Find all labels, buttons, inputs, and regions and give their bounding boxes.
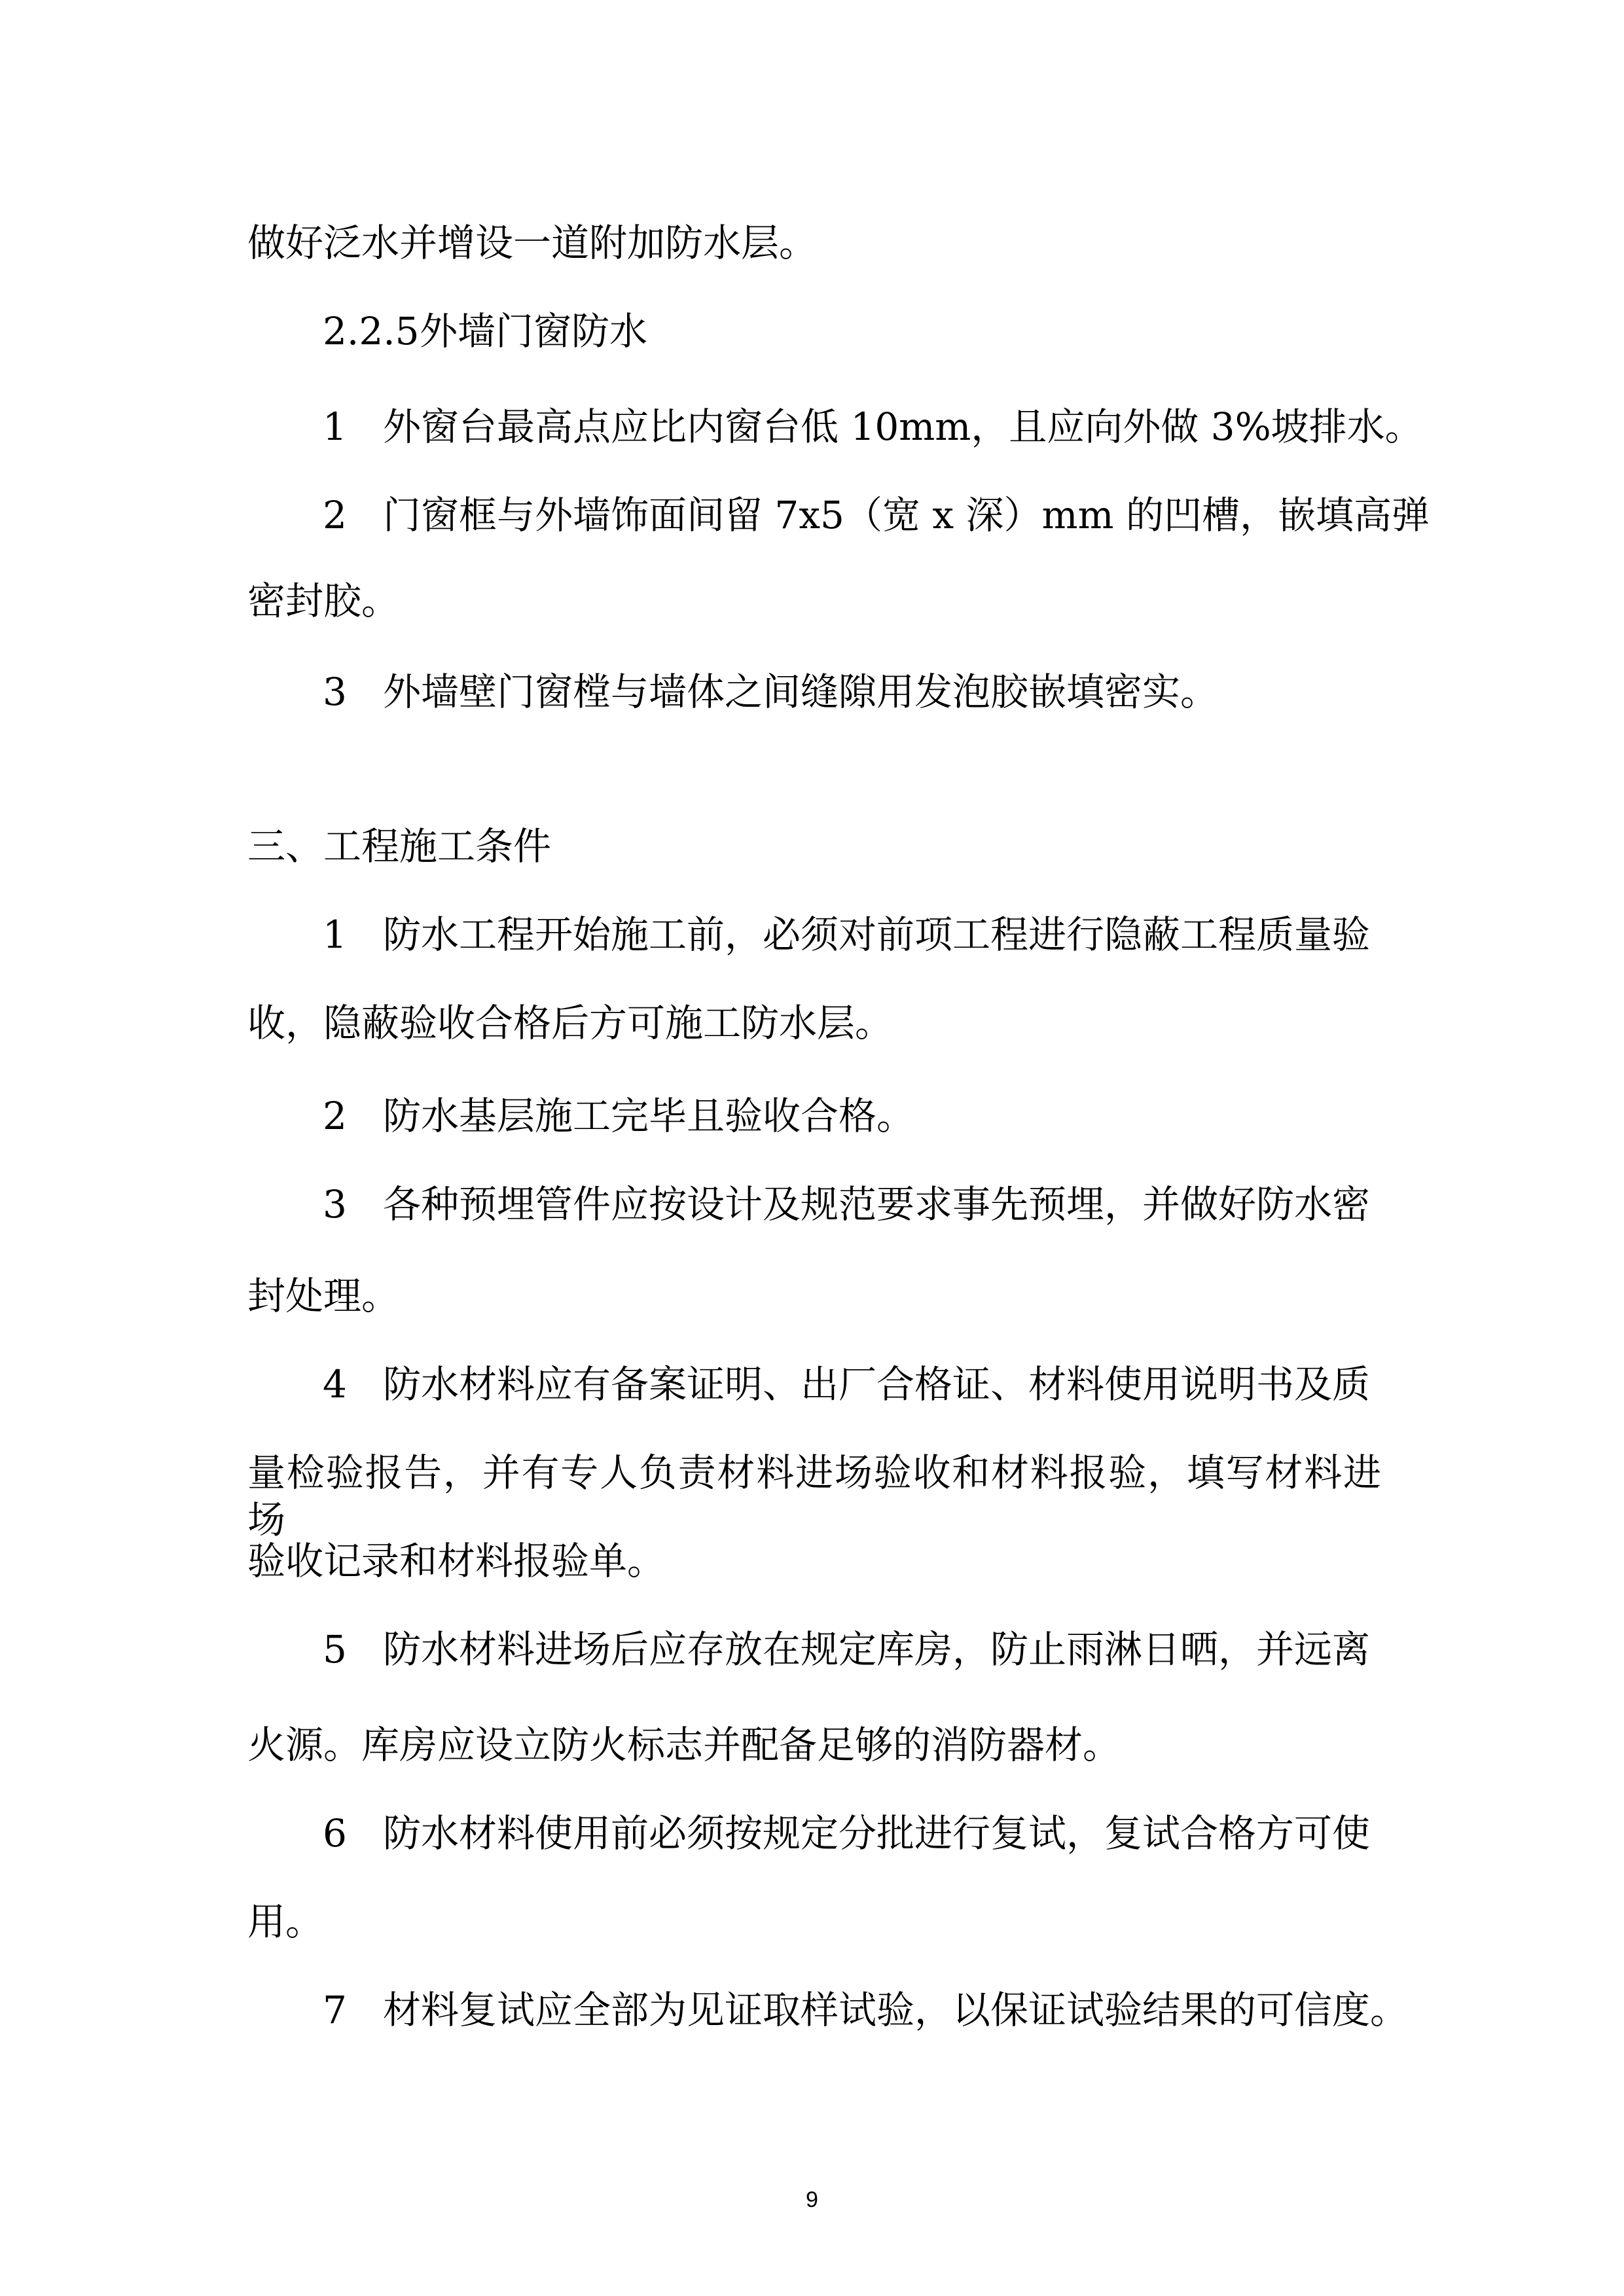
item-number: 3 [323,1182,347,1227]
list-item [323,492,1430,539]
list-item [323,1092,1381,1139]
paragraph-line: 收，隐蔽验收合格后方可施工防水层。 [247,1001,893,1045]
paragraph-line: 火源。库房应设立防火标志并配备足够的消防器材。 [247,1723,1121,1767]
list-item [323,1986,1409,2034]
item-number: 1 [323,404,347,449]
paragraph-line: 做好泛水并增设一道附加防水层。 [247,221,818,265]
item-number: 1 [323,912,347,957]
page-number: 9 [806,2187,818,2212]
item-number: 6 [323,1811,347,1856]
item-number: 2 [323,493,347,537]
item-number: 4 [323,1362,347,1407]
item-text: 防水材料使用前必须按规定分批进行复试，复试合格方可使 [383,1811,1371,1856]
list-item [323,911,1381,958]
list-item [323,403,1423,450]
paragraph-line: 量检验报告，并有专人负责材料进场验收和材料报验，填写材料进场 [247,1450,1381,1542]
item-number: 5 [323,1627,347,1672]
chapter-heading: 三、工程施工条件 [247,824,552,869]
item-text: 防水工程开始施工前，必须对前项工程进行隐蔽工程质量验 [383,912,1371,957]
item-text: 材料复试应全部为见证取样试验，以保证试验结果的可信度。 [383,1988,1409,2032]
paragraph-line: 用。 [247,1899,324,1944]
item-text: 外窗台最高点应比内窗台低 10mm，且应向外做 3%坡排水。 [383,404,1423,449]
paragraph-line: 验收记录和材料报验单。 [247,1539,666,1583]
paragraph-line: 封处理。 [247,1274,400,1318]
item-number: 2 [323,1094,347,1138]
list-item [323,1181,1381,1228]
item-text: 外墙壁门窗樘与墙体之间缝隙用发泡胶嵌填密实。 [383,670,1219,714]
item-text: 防水材料进场后应存放在规定库房，防止雨淋日晒，并远离 [383,1627,1371,1672]
item-text: 各种预埋管件应按设计及规范要求事先预埋，并做好防水密 [383,1182,1371,1227]
section-heading-2-2-5 [323,308,1381,355]
list-item [323,668,1381,715]
item-text: 防水材料应有备案证明、出厂合格证、材料使用说明书及质 [383,1362,1371,1407]
section-number: 2.2.5 [323,309,420,353]
item-number: 3 [323,670,347,714]
list-item [323,1626,1381,1673]
section-title: 外墙门窗防水 [420,309,648,353]
item-number: 7 [323,1988,347,2032]
list-item [323,1361,1381,1408]
item-text: 防水基层施工完毕且验收合格。 [383,1094,915,1138]
item-text: 门窗框与外墙饰面间留 7x5（宽 x 深）mm 的凹槽，嵌填高弹 [383,493,1430,537]
list-item [323,1810,1381,1857]
paragraph-line: 密封胶。 [247,579,400,623]
